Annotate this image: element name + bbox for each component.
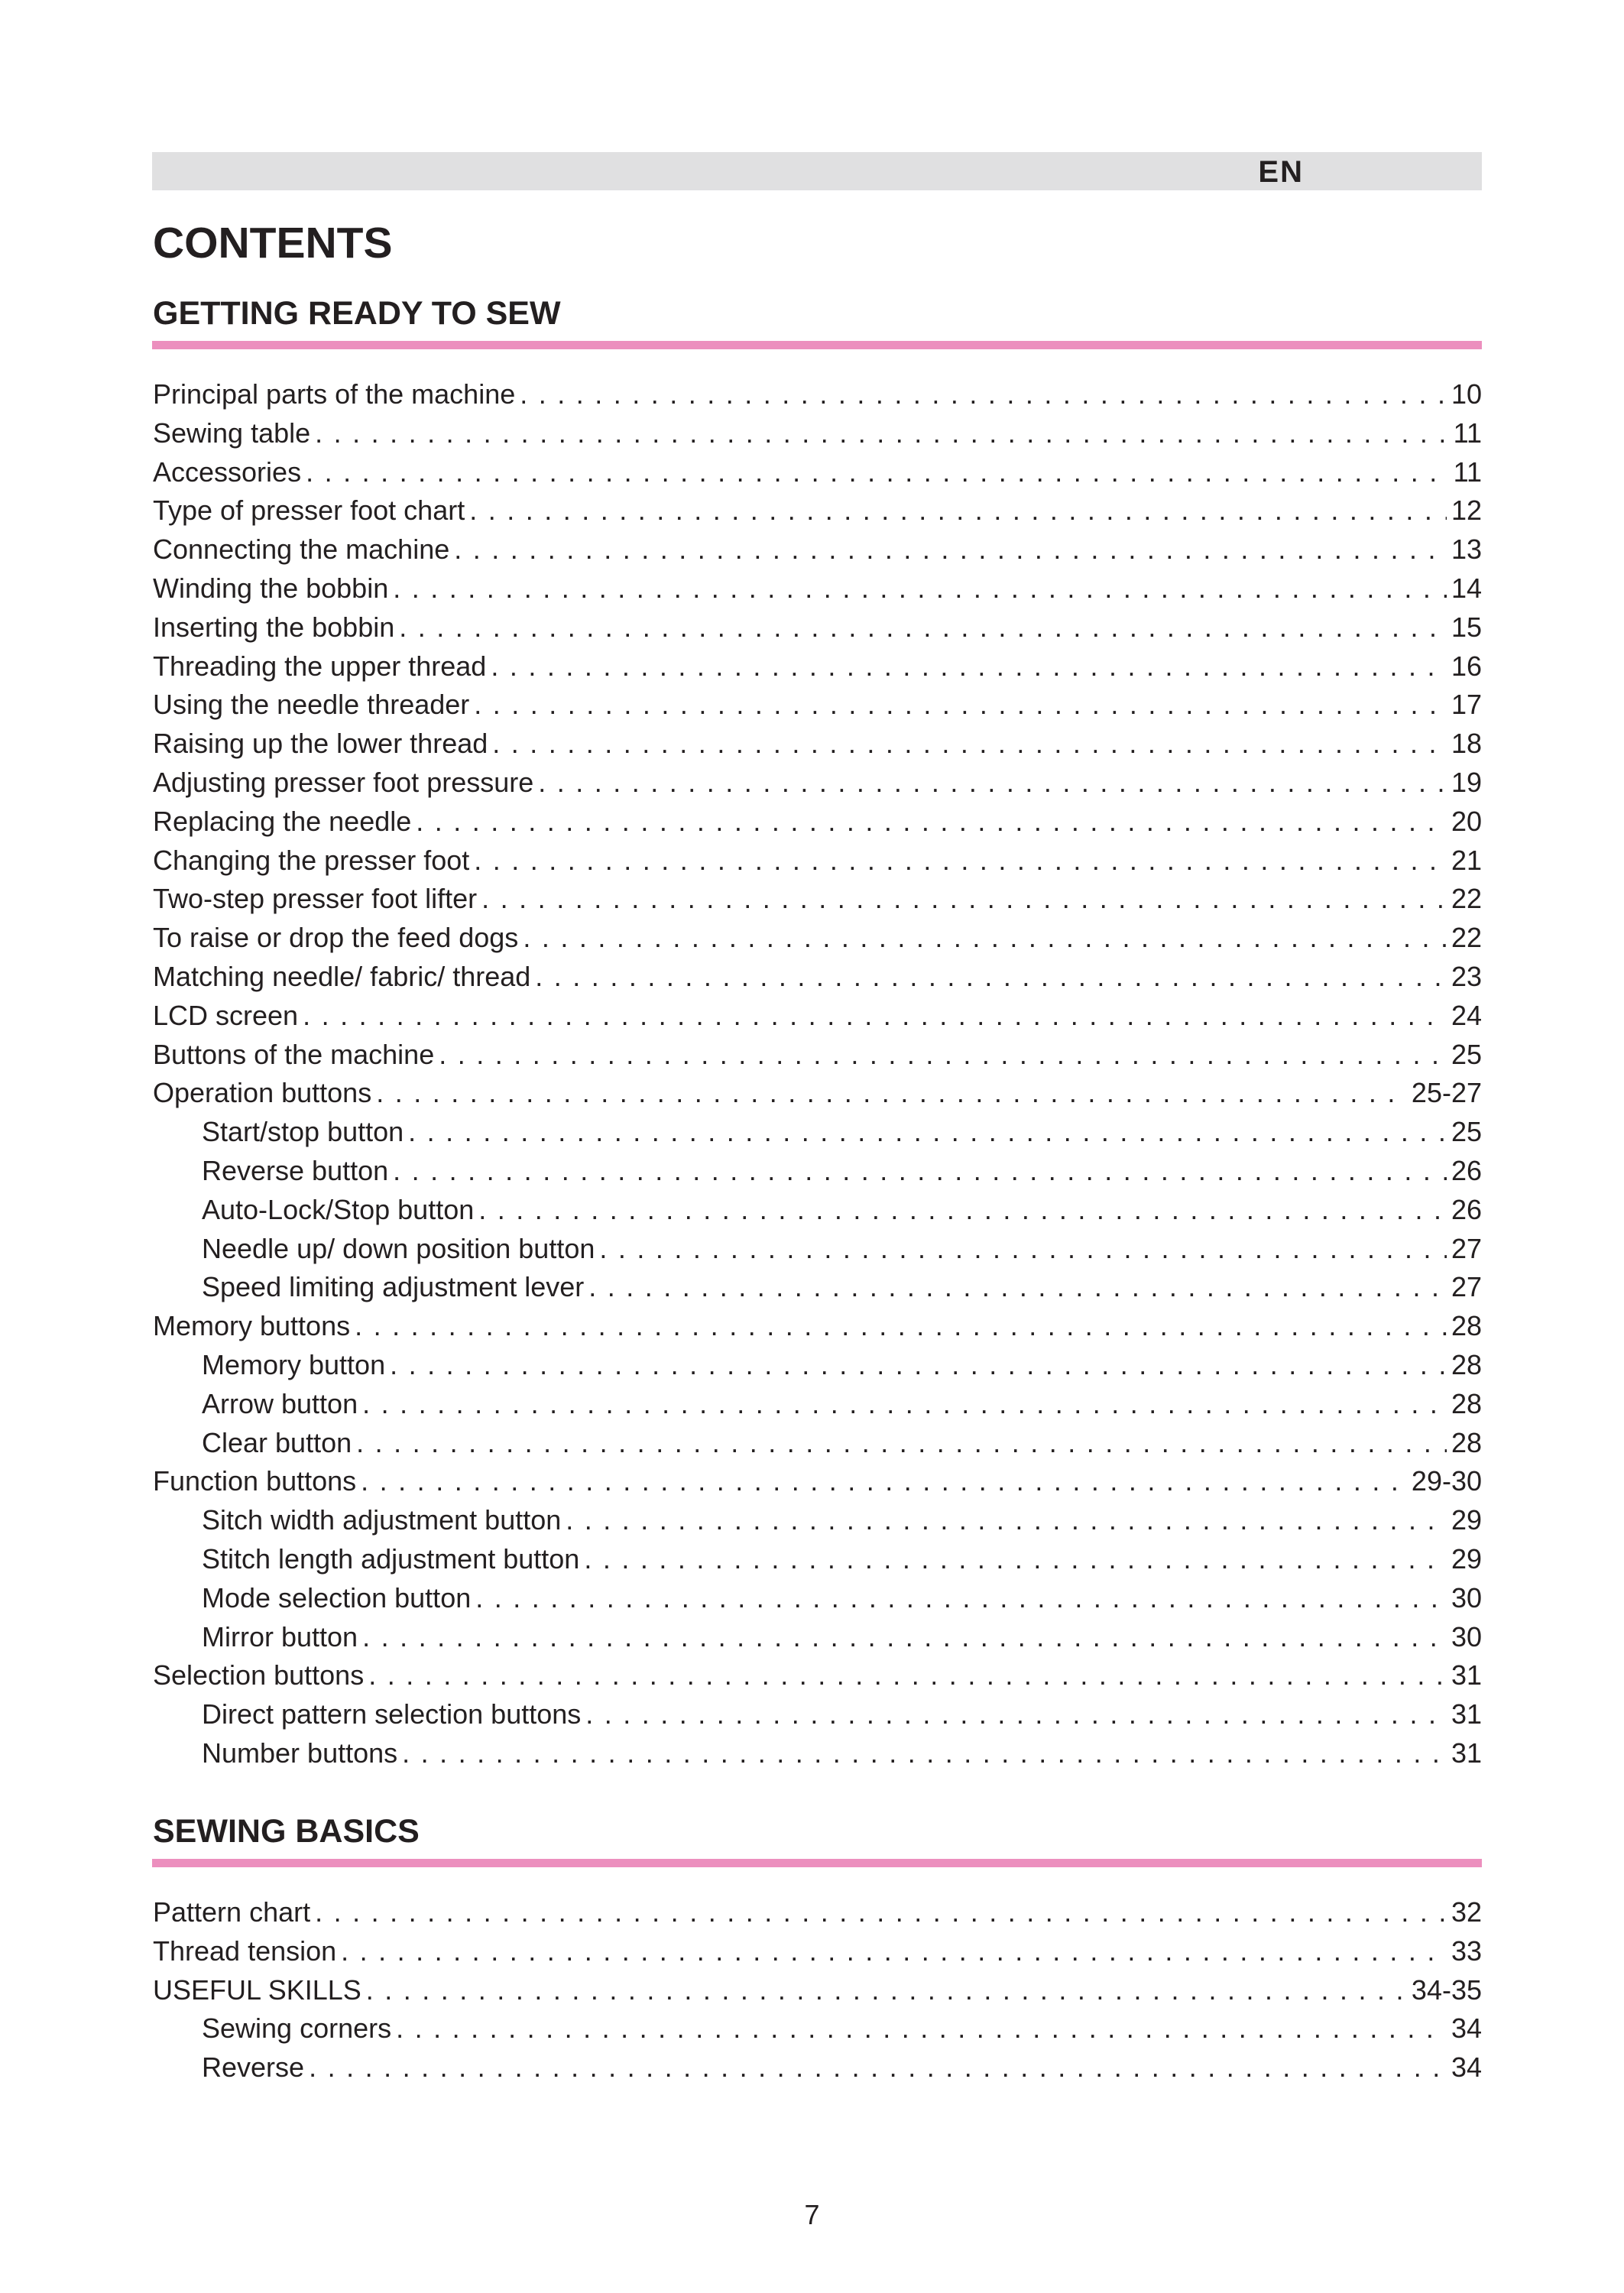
toc-entry-label: Changing the presser foot [153,844,470,876]
toc-entry-page: 15 [1451,611,1482,643]
dot-leader [366,1971,1407,2010]
toc-entry [152,1152,1482,1191]
toc-entry [152,842,1482,881]
dot-leader [376,1074,1407,1113]
toc-entry-label: Connecting the machine [153,534,450,566]
toc-entry-label: Auto-Lock/Stop button [202,1193,475,1225]
toc-entry-page: 31 [1451,1737,1482,1769]
toc-entry-label: Adjusting presser foot pressure [153,766,534,798]
toc-entry-label: Winding the bobbin [153,572,389,604]
toc-entry-label: Sewing table [153,417,311,449]
dot-leader [475,1579,1447,1618]
dot-leader [390,1346,1447,1385]
toc-entry [152,1036,1482,1075]
toc-entry-label: Function buttons [153,1465,357,1497]
toc-entry [152,1462,1482,1501]
toc-entry-page: 26 [1451,1193,1482,1225]
toc-entry [152,1501,1482,1540]
section-divider [152,341,1482,349]
toc-entry-label: To raise or drop the feed dogs [153,922,519,954]
toc-entry-label: Number buttons [202,1737,398,1769]
toc-entry-page: 14 [1451,572,1482,604]
toc-list [152,1893,1482,2087]
dot-leader [535,958,1447,997]
toc-entry-page: 11 [1453,417,1482,449]
page-title: CONTENTS [153,219,393,268]
toc-entry-page: 34 [1451,2051,1482,2084]
toc-entry [152,764,1482,803]
toc-entry-page: 34 [1451,2012,1482,2045]
toc-entry-label: Matching needle/ fabric/ thread [153,960,531,992]
toc-entry [152,530,1482,569]
toc-entry-label: Mode selection button [202,1581,472,1614]
toc-entry-label: Selection buttons [153,1659,365,1691]
toc-entry-page: 29-30 [1411,1465,1482,1497]
toc-entry [152,414,1482,453]
dot-leader [368,1656,1447,1695]
toc-entry-label: Stitch length adjustment button [202,1542,580,1575]
dot-leader [469,491,1447,530]
dot-leader [584,1540,1447,1579]
toc-entry-label: Threading the upper thread [153,650,487,682]
toc-entry [152,1540,1482,1579]
toc-entry [152,1113,1482,1152]
toc-entry [152,1385,1482,1424]
dot-leader [362,1385,1447,1424]
dot-leader [599,1230,1447,1269]
toc-entry-page: 17 [1451,689,1482,721]
section-heading: SEWING BASICS [153,1813,420,1850]
toc-entry-page: 11 [1453,456,1482,488]
dot-leader [492,725,1447,764]
toc-entry [152,491,1482,530]
dot-leader [454,530,1447,569]
toc-entry-page: 32 [1451,1896,1482,1928]
section-sewing-basics [152,1813,1482,2087]
toc-entry-label: Speed limiting adjustment lever [202,1271,585,1303]
toc-entry-label: Raising up the lower thread [153,728,488,760]
toc-entry-page: 24 [1451,999,1482,1031]
toc-entry-page: 16 [1451,650,1482,682]
dot-leader [408,1113,1447,1152]
dot-leader [402,1734,1447,1773]
toc-entry-page: 28 [1451,1310,1482,1342]
toc-entry [152,1268,1482,1307]
toc-entry-page: 34-35 [1411,1974,1482,2006]
dot-leader [538,764,1447,803]
page-number: 7 [804,2199,820,2230]
toc-entry [152,1424,1482,1463]
toc-entry-label: Reverse button [202,1154,389,1186]
dot-leader [315,414,1448,453]
toc-entry-page: 33 [1451,1935,1482,1967]
toc-entry-page: 22 [1451,922,1482,954]
toc-entry [152,1191,1482,1230]
dot-leader [303,997,1447,1036]
toc-entry-label: Start/stop button [202,1116,404,1148]
toc-entry-label: Pattern chart [153,1896,311,1928]
toc-entry-label: Replacing the needle [153,805,412,837]
dot-leader [523,919,1447,958]
toc-entry-page: 21 [1451,844,1482,876]
dot-leader [585,1695,1447,1734]
toc-entry-label: Thread tension [153,1935,337,1967]
toc-entry [152,647,1482,686]
toc-entry [152,1932,1482,1971]
toc-entry-page: 30 [1451,1581,1482,1614]
toc-entry [152,880,1482,919]
language-bar [152,152,1482,190]
dot-leader [306,453,1449,492]
toc-entry-page: 20 [1451,805,1482,837]
dot-leader [474,686,1447,725]
toc-entry-page: 10 [1451,378,1482,410]
toc-entry-page: 27 [1451,1232,1482,1264]
dot-leader [491,647,1447,686]
toc-entry-page: 28 [1451,1387,1482,1419]
toc-entry [152,1971,1482,2010]
dot-leader [399,608,1447,647]
dot-leader [393,569,1447,608]
toc-entry-label: Using the needle threader [153,689,470,721]
toc-entry-label: Type of presser foot chart [153,495,465,527]
dot-leader [393,1152,1447,1191]
dot-leader [361,1462,1407,1501]
toc-entry [152,608,1482,647]
dot-leader [481,880,1447,919]
toc-entry-page: 28 [1451,1348,1482,1380]
toc-entry-page: 25-27 [1411,1077,1482,1109]
dot-leader [588,1268,1447,1307]
toc-entry [152,569,1482,608]
toc-entry-label: Sewing corners [202,2012,392,2045]
dot-leader [520,375,1447,414]
toc-list [152,375,1482,1773]
toc-entry [152,725,1482,764]
toc-entry [152,919,1482,958]
toc-entry [152,1656,1482,1695]
dot-leader [439,1036,1447,1075]
section-divider [152,1859,1482,1867]
toc-entry-label: Needle up/ down position button [202,1232,595,1264]
toc-entry-label: Sitch width adjustment button [202,1504,562,1536]
dot-leader [362,1618,1447,1657]
dot-leader [356,1424,1447,1463]
toc-entry-label: Mirror button [202,1620,358,1652]
toc-entry [152,1695,1482,1734]
language-label: EN [1258,155,1304,189]
toc-entry-label: USEFUL SKILLS [153,1974,361,2006]
toc-entry [152,997,1482,1036]
toc-entry [152,453,1482,492]
toc-entry-label: LCD screen [153,999,299,1031]
toc-entry-page: 25 [1451,1038,1482,1070]
toc-entry-page: 30 [1451,1620,1482,1652]
toc-entry-page: 23 [1451,960,1482,992]
toc-entry-label: Accessories [153,456,302,488]
dot-leader [566,1501,1447,1540]
toc-entry [152,1346,1482,1385]
toc-entry-label: Inserting the bobbin [153,611,395,643]
toc-entry-page: 29 [1451,1542,1482,1575]
dot-leader [341,1932,1447,1971]
dot-leader [396,2009,1447,2048]
toc-entry-page: 22 [1451,883,1482,915]
toc-entry-label: Arrow button [202,1387,358,1419]
toc-entry [152,1579,1482,1618]
toc-entry-page: 25 [1451,1116,1482,1148]
dot-leader [309,2048,1447,2087]
toc-entry [152,1307,1482,1346]
toc-entry [152,958,1482,997]
toc-entry [152,2009,1482,2048]
toc-entry-page: 31 [1451,1698,1482,1730]
toc-entry-label: Operation buttons [153,1077,372,1109]
toc-entry-label: Reverse [202,2051,305,2084]
toc-entry-page: 19 [1451,766,1482,798]
toc-entry-page: 28 [1451,1426,1482,1458]
toc-entry-label: Clear button [202,1426,352,1458]
toc-entry [152,1618,1482,1657]
dot-leader [355,1307,1447,1346]
dot-leader [478,1191,1447,1230]
toc-entry [152,1074,1482,1113]
section-getting-ready-to-sew [152,295,1482,1773]
toc-entry-page: 12 [1451,495,1482,527]
toc-entry-label: Direct pattern selection buttons [202,1698,582,1730]
toc-entry-page: 31 [1451,1659,1482,1691]
toc-entry [152,1893,1482,1932]
toc-entry-label: Memory buttons [153,1310,351,1342]
toc-entry [152,686,1482,725]
toc-entry-page: 13 [1451,534,1482,566]
toc-entry [152,2048,1482,2087]
dot-leader [315,1893,1447,1932]
toc-entry-label: Memory button [202,1348,386,1380]
toc-entry [152,803,1482,842]
dot-leader [416,803,1447,842]
toc-entry-page: 18 [1451,728,1482,760]
toc-entry [152,1230,1482,1269]
toc-entry-page: 27 [1451,1271,1482,1303]
toc-entry-label: Buttons of the machine [153,1038,435,1070]
toc-entry-label: Principal parts of the machine [153,378,516,410]
toc-entry-page: 29 [1451,1504,1482,1536]
toc-entry-page: 26 [1451,1154,1482,1186]
toc-entry [152,1734,1482,1773]
toc-entry-label: Two-step presser foot lifter [153,883,478,915]
toc-entry [152,375,1482,414]
section-heading: GETTING READY TO SEW [153,295,561,332]
dot-leader [474,842,1447,881]
